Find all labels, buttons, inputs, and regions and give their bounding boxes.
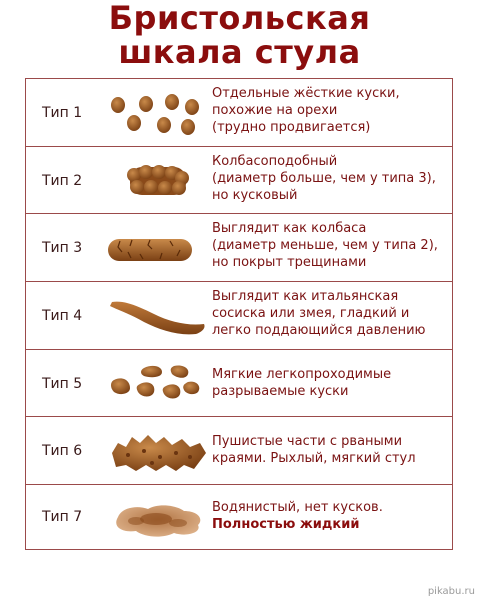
type-5-stool-illustration	[104, 360, 204, 408]
title-line-2: шкала стула	[118, 33, 361, 71]
type-label: Тип 5	[42, 376, 83, 392]
description-line: (трудно продвигается)	[212, 120, 371, 135]
description-bold-line: Полностью жидкий	[212, 517, 360, 532]
type-4-stool-illustration	[104, 294, 214, 340]
type-3-description	[212, 220, 452, 271]
description-line: разрываемые куски	[212, 384, 349, 399]
table-row-type-7	[26, 485, 452, 551]
type-label: Тип 2	[42, 173, 83, 189]
type-7-description	[212, 499, 452, 533]
description-line: Выглядит как колбаса	[212, 221, 367, 236]
description-line: (диаметр меньше, чем у типа 2),	[212, 238, 438, 253]
type-label: Тип 7	[42, 509, 83, 525]
description-line: (диаметр больше, чем у типа 3),	[212, 171, 436, 186]
description-line: Колбасоподобный	[212, 154, 338, 169]
type-2-description	[212, 153, 452, 204]
description-line: Отдельные жёсткие куски,	[212, 86, 400, 101]
description-line: краями. Рыхлый, мягкий стул	[212, 451, 416, 466]
description-line: Водянистый, нет кусков.	[212, 500, 383, 515]
type-label: Тип 4	[42, 308, 83, 324]
type-4-description	[212, 288, 452, 339]
type-1-stool-illustration	[104, 91, 204, 137]
type-7-stool-illustration	[104, 495, 214, 541]
type-2-stool-illustration	[104, 163, 204, 199]
description-line: но кусковый	[212, 188, 298, 203]
description-line: легко поддающийся давлению	[212, 323, 426, 338]
description-line: Выглядит как итальянская	[212, 289, 399, 304]
scale-table	[25, 78, 453, 550]
description-line: Мягкие легкопроходимые	[212, 367, 392, 382]
table-row-type-5	[26, 350, 452, 417]
type-label: Тип 3	[42, 240, 83, 256]
title-line-1: Бристольская	[108, 0, 371, 37]
watermark: pikabu.ru	[427, 586, 475, 597]
description-line: Пушистые части с рваными	[212, 434, 403, 449]
table-row-type-1	[26, 79, 452, 147]
type-label: Тип 6	[42, 443, 83, 459]
table-row-type-3	[26, 214, 452, 282]
type-5-description	[212, 366, 452, 400]
description-line: сосиска или змея, гладкий и	[212, 306, 410, 321]
type-6-description	[212, 433, 452, 467]
table-row-type-2	[26, 147, 452, 214]
type-1-description	[212, 85, 452, 136]
type-label: Тип 1	[42, 105, 83, 121]
type-3-stool-illustration	[104, 234, 204, 264]
description-line: похожие на орехи	[212, 103, 338, 118]
type-6-stool-illustration	[104, 429, 214, 475]
table-row-type-4	[26, 282, 452, 350]
description-line: но покрыт трещинами	[212, 255, 367, 270]
table-row-type-6	[26, 417, 452, 485]
